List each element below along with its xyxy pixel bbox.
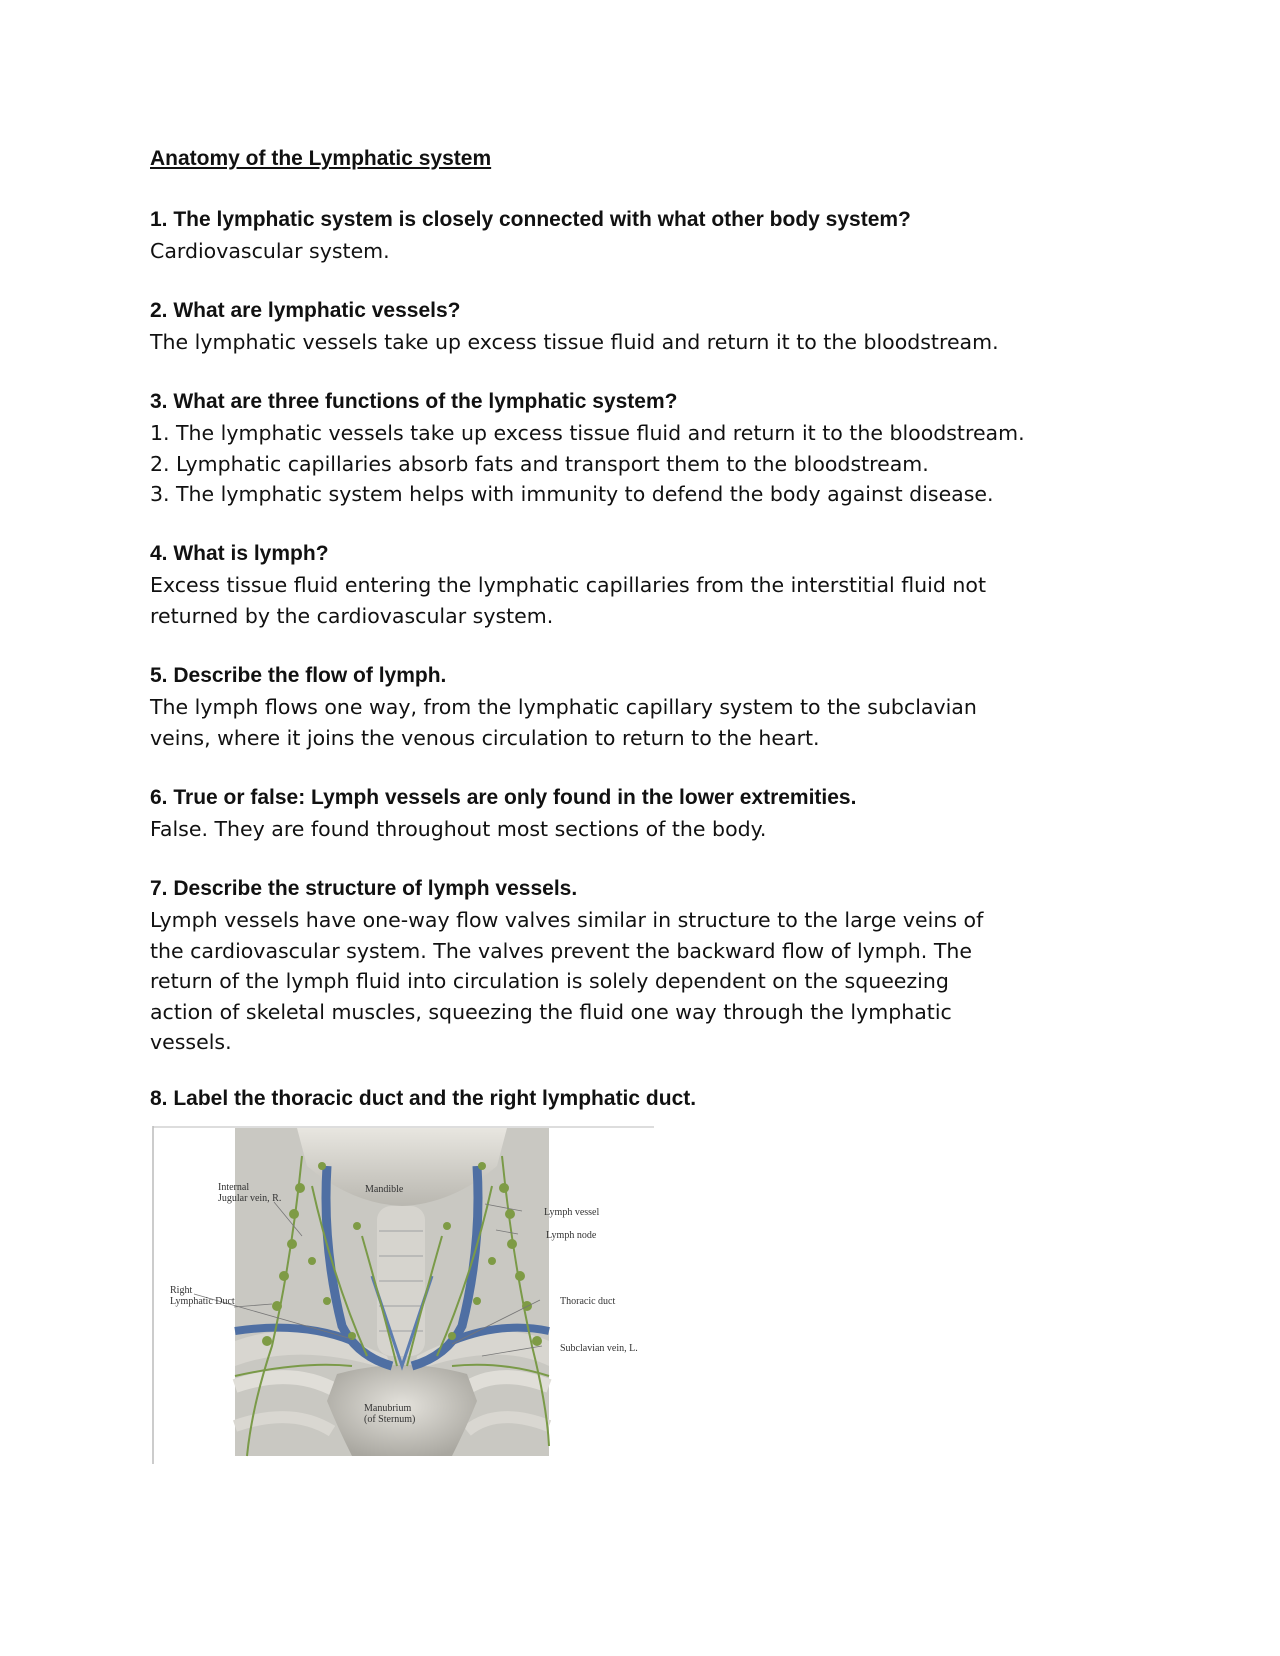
label-manubrium: (of Sternum) xyxy=(364,1414,416,1425)
answer-4 xyxy=(150,570,986,631)
answer-line: the cardiovascular system. The valves prevent the backward flow of lymph. The xyxy=(150,938,972,963)
answer-line: The lymphatic vessels take up excess tissue fluid and return it to the bloodstream. xyxy=(150,330,999,354)
label-internal-jugular: Jugular vein, R. xyxy=(218,1193,282,1204)
label-right-lymphatic-duct: Right xyxy=(170,1285,193,1296)
answer-5 xyxy=(150,692,977,753)
list-number: 3. xyxy=(150,482,170,506)
label-manubrium: Manubrium xyxy=(364,1403,412,1414)
document-title: Anatomy of the Lymphatic system xyxy=(150,147,492,170)
list-number: 1. xyxy=(150,421,170,445)
answer-line: The lymph flows one way, from the lymphatic capillary system to the subclavian xyxy=(150,695,977,719)
list-item xyxy=(150,418,1025,449)
label-mandible: Mandible xyxy=(365,1184,404,1195)
question-3: 3. What are three functions of the lymphatic system? xyxy=(150,390,678,413)
answer-line: veins, where it joins the venous circulation to return to the heart. xyxy=(150,725,820,750)
question-2: 2. What are lymphatic vessels? xyxy=(150,299,461,322)
answer-2 xyxy=(150,327,999,358)
list-text: The lymphatic system helps with immunity to defend the body against disease. xyxy=(176,482,994,506)
question-6: 6. True or false: Lymph vessels are only found in the lower extremities. xyxy=(150,786,857,809)
answer-line: Cardiovascular system. xyxy=(150,239,390,263)
list-item xyxy=(150,479,1025,510)
question-8: 8. Label the thoracic duct and the right lymphatic duct. xyxy=(150,1087,697,1110)
lymphatic-anatomy-figure xyxy=(152,1126,654,1464)
label-lymph-node: Lymph node xyxy=(546,1230,597,1241)
list-number: 2. xyxy=(150,451,170,476)
question-4: 4. What is lymph? xyxy=(150,542,329,565)
list-text: Lymphatic capillaries absorb fats and transport them to the bloodstream. xyxy=(176,451,929,476)
answer-1 xyxy=(150,236,390,267)
answer-line: Excess tissue fluid entering the lymphatic capillaries from the interstitial fluid not xyxy=(150,573,986,597)
answer-line: returned by the cardiovascular system. xyxy=(150,603,554,628)
answer-line: vessels. xyxy=(150,1030,232,1054)
answer-3-list xyxy=(150,418,1025,510)
label-internal-jugular: Internal xyxy=(218,1182,250,1193)
label-lymph-vessel: Lymph vessel xyxy=(544,1207,600,1218)
label-right-lymphatic-duct: Lymphatic Duct xyxy=(170,1296,235,1307)
answer-line: False. They are found throughout most sections of the body. xyxy=(150,817,767,841)
question-5: 5. Describe the flow of lymph. xyxy=(150,664,447,687)
question-1: 1. The lymphatic system is closely connected with what other body system? xyxy=(150,208,911,231)
label-subclavian-vein: Subclavian vein, L. xyxy=(560,1343,638,1354)
answer-6 xyxy=(150,814,766,845)
label-thoracic-duct: Thoracic duct xyxy=(560,1296,616,1307)
list-text: The lymphatic vessels take up excess tissue fluid and return it to the bloodstream. xyxy=(176,421,1025,445)
answer-line: action of skeletal muscles, squeezing the fluid one way through the lymphatic xyxy=(150,999,952,1024)
list-item xyxy=(150,449,1025,480)
answer-line: return of the lymph fluid into circulation is solely dependent on the squeezing xyxy=(150,969,949,993)
answer-line: Lymph vessels have one-way flow valves similar in structure to the large veins of xyxy=(150,908,984,932)
question-7: 7. Describe the structure of lymph vessels. xyxy=(150,877,578,900)
answer-7 xyxy=(150,905,983,1058)
